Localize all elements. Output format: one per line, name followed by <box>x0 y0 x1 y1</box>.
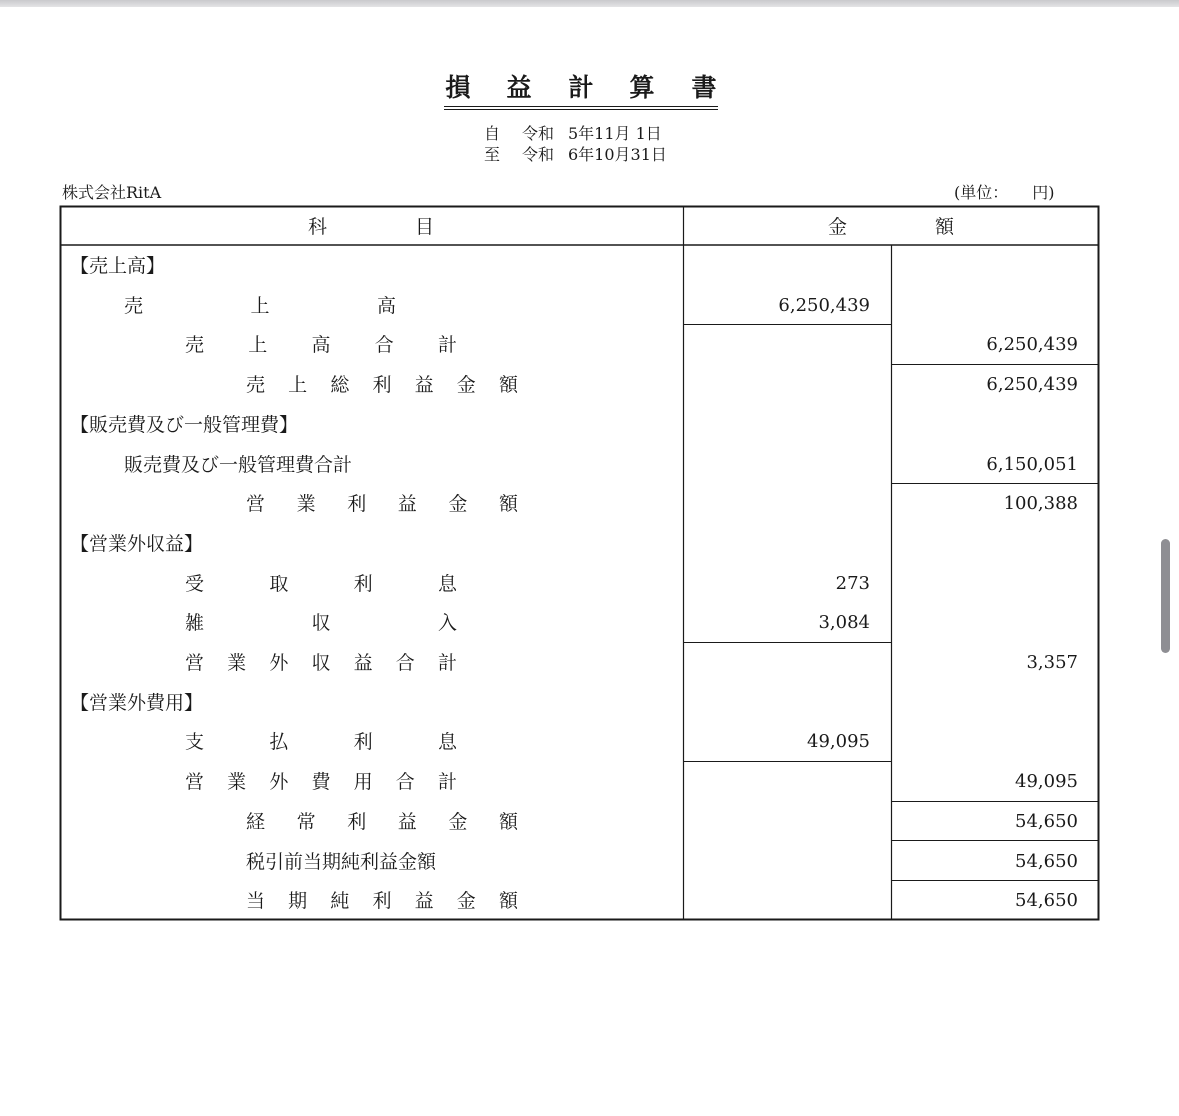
account-label-char: 収 <box>311 652 331 674</box>
unit-label: (単位： 円) <box>954 183 1055 202</box>
amount-total: 54,650 <box>1015 890 1078 912</box>
account-label <box>185 334 457 356</box>
account-label-char: 払 <box>269 731 289 754</box>
account-label-char: 金 <box>448 493 468 516</box>
account-label-char: 益 <box>397 493 417 516</box>
header-amount-char: 額 <box>935 216 955 238</box>
title-char: 算 <box>629 73 655 102</box>
amount-detail: 49,095 <box>807 731 870 753</box>
account-label-char: 利 <box>347 493 367 516</box>
account-label <box>185 652 457 674</box>
period-from-era: 令和 <box>522 124 555 143</box>
account-label <box>185 731 457 753</box>
amount-detail: 3,084 <box>818 612 870 634</box>
account-label-char: 額 <box>498 493 518 516</box>
title-char: 損 <box>445 73 471 102</box>
section-heading: 【営業外収益】 <box>70 532 204 555</box>
account-label-char: 益 <box>414 374 434 397</box>
header-subject-char: 科 <box>308 216 328 238</box>
account-label-char: 営 <box>185 771 205 794</box>
amount-total: 54,650 <box>1015 810 1078 832</box>
account-label <box>246 890 518 912</box>
account-label-char: 上 <box>248 334 268 357</box>
account-label <box>185 573 457 595</box>
account-label-char: 額 <box>498 810 518 833</box>
account-label-char: 利 <box>353 572 373 595</box>
amount-total: 6,250,439 <box>986 374 1078 396</box>
header-subject-char: 目 <box>415 216 435 238</box>
amount-total: 49,095 <box>1015 771 1078 793</box>
account-label-char: 益 <box>397 810 417 833</box>
account-label: 税引前当期純利益金額 <box>246 850 437 873</box>
account-label-char: 収 <box>311 612 331 635</box>
section-heading: 【売上高】 <box>70 255 166 277</box>
account-label-char: 合 <box>395 771 415 794</box>
account-label-char: 息 <box>437 731 457 754</box>
account-label-char: 費 <box>311 771 331 794</box>
account-label <box>185 771 457 793</box>
account-label <box>124 295 396 317</box>
amount-total: 6,250,439 <box>986 334 1078 356</box>
header-amount-char: 金 <box>828 216 848 238</box>
account-label <box>246 493 518 515</box>
account-label-char: 計 <box>437 771 457 794</box>
account-label-char: 当 <box>246 890 266 913</box>
account-label-char: 売 <box>246 374 266 397</box>
amount-total: 6,150,051 <box>986 453 1078 475</box>
account-label-char: 金 <box>448 810 468 833</box>
account-label-char: 上 <box>288 374 308 397</box>
period-from-label: 自 <box>484 124 501 143</box>
account-label-char: 用 <box>353 771 373 794</box>
amount-detail: 273 <box>835 572 870 594</box>
account-label-char: 計 <box>437 334 457 357</box>
account-label-char: 売 <box>185 334 205 357</box>
account-label-char: 取 <box>269 572 289 595</box>
title-char: 益 <box>506 73 532 102</box>
account-label: 販売費及び一般管理費合計 <box>124 453 353 476</box>
account-label-char: 高 <box>376 294 396 317</box>
account-label-char: 外 <box>269 652 289 674</box>
account-label-char: 利 <box>353 731 373 754</box>
amount-total: 100,388 <box>1003 493 1078 515</box>
period-to-label: 至 <box>484 145 501 164</box>
account-label-char: 総 <box>330 374 350 397</box>
account-label-char: 受 <box>185 572 205 595</box>
account-label-char: 益 <box>353 652 373 674</box>
account-label-char: 経 <box>246 810 266 833</box>
account-label-char: 営 <box>246 493 266 516</box>
account-label <box>246 811 518 833</box>
account-label-char: 利 <box>372 890 392 913</box>
vertical-scrollbar[interactable] <box>1161 539 1170 653</box>
account-label-char: 利 <box>372 374 392 397</box>
account-label-char: 額 <box>498 374 518 397</box>
account-label <box>185 612 457 634</box>
title-char: 計 <box>568 73 594 102</box>
account-label-char: 上 <box>250 294 270 317</box>
account-label-char: 売 <box>124 294 144 317</box>
account-label-char: 外 <box>269 771 289 794</box>
account-label-char: 金 <box>456 890 476 913</box>
account-label-char: 業 <box>296 493 316 516</box>
account-label-char: 計 <box>437 652 457 674</box>
account-label-char: 常 <box>296 810 316 833</box>
account-label-char: 合 <box>395 652 415 674</box>
period-to-date: 6年10月31日 <box>568 145 667 164</box>
account-label-char: 高 <box>311 334 331 357</box>
account-label-char: 純 <box>330 890 350 913</box>
title-char: 書 <box>691 73 717 102</box>
period-from-date: 5年11月 1日 <box>568 124 662 143</box>
amount-total: 3,357 <box>1026 652 1078 673</box>
period-to-era: 令和 <box>522 145 555 164</box>
section-heading: 【販売費及び一般管理費】 <box>70 413 299 436</box>
account-label-char: 営 <box>185 652 205 674</box>
company-name: 株式会社RitA <box>62 183 162 202</box>
account-label-char: 期 <box>288 890 308 913</box>
account-label-char: 額 <box>498 890 518 913</box>
amount-total: 54,650 <box>1015 850 1078 872</box>
account-label-char: 業 <box>227 771 247 794</box>
account-label-char: 息 <box>437 572 457 595</box>
account-label-char: 益 <box>414 890 434 913</box>
account-label-char: 利 <box>347 810 367 833</box>
account-label <box>246 374 518 396</box>
account-label-char: 雑 <box>185 612 205 635</box>
account-label-char: 支 <box>185 731 205 754</box>
account-label-char: 合 <box>374 334 394 357</box>
account-label-char: 入 <box>437 612 457 635</box>
amount-detail: 6,250,439 <box>778 294 870 316</box>
account-label-char: 金 <box>456 374 476 397</box>
section-heading: 【営業外費用】 <box>70 691 204 714</box>
account-label-char: 業 <box>227 652 247 674</box>
